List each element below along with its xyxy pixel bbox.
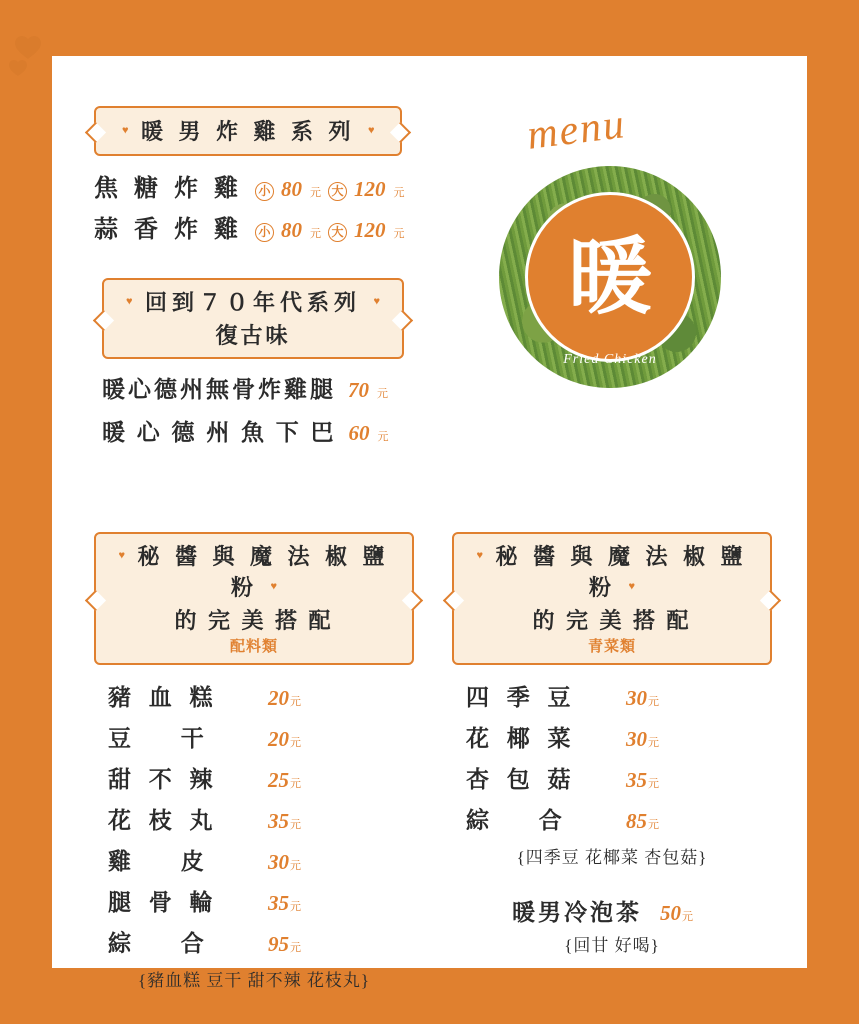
price-value: 30 [626,686,647,710]
item-name: 花 枝 丸 [108,808,219,833]
list-item [94,679,414,712]
section-retro [102,278,404,457]
price-group [255,218,405,243]
size-badge-large: 大 [328,223,347,242]
price-value: 80 [281,177,302,201]
size-badge-small: 小 [255,182,274,201]
price-value: 20 [268,686,289,710]
price-unit: 元 [290,942,301,954]
vegetables-combo-note: {四季豆 花椰菜 杏包菇} [516,848,708,867]
price-unit: 元 [648,819,659,831]
heart-icon: ♥ [628,580,635,593]
list-item [94,843,414,876]
price-unit: 元 [290,860,301,872]
section-sauce-vegetables [452,532,772,956]
item-name: 暖男冷泡茶 [512,900,642,925]
price-unit: 元 [290,819,301,831]
price-unit: 元 [310,228,321,240]
price-value: 35 [268,891,289,915]
price-value: 35 [268,809,289,833]
menu-row [94,209,405,244]
tea-note: {回甘 好喝} [564,936,660,955]
item-name: 綜 合 [108,931,226,956]
item-name: 豆 干 [108,726,226,751]
price-value: 60 [348,421,370,445]
tea-row [452,894,772,927]
list-item [94,802,414,835]
price-unit: 元 [393,228,405,240]
list-item [452,761,772,794]
price-value: 95 [268,932,289,956]
section-chicken-title: ♥ 暖 男 炸 雞 系 列 ♥ [94,106,402,156]
item-name: 腿 骨 輪 [108,890,219,915]
section-vegetables-title: ♥ 秘 醬 與 魔 法 椒 鹽 粉 ♥ 的 完 美 搭 配 青菜類 [452,532,772,665]
logo-orange-disc [525,192,695,362]
category-tag: 青菜類 [587,639,636,655]
list-item [452,720,772,753]
section-ingredients-title: ♥ 秘 醬 與 魔 法 椒 鹽 粉 ♥ 的 完 美 搭 配 配料類 [94,532,414,665]
list-item [452,802,772,835]
retro-item-list [102,371,404,447]
size-badge-large: 大 [328,182,347,201]
price-group [255,177,405,202]
item-name: 花 椰 菜 [466,726,577,751]
price-value: 50 [660,901,681,925]
item-name: 四 季 豆 [466,685,577,710]
item-name: 暖心德州無骨炸雞腿 [102,377,336,402]
item-name: 焦 糖 炸 雞 [94,176,243,202]
price-unit: 元 [377,431,389,443]
menu-row [102,371,404,404]
price-value: 25 [268,768,289,792]
menu-row [94,168,405,203]
item-name: 甜 不 辣 [108,767,219,792]
logo-character: 暖 [567,232,652,325]
heart-icon: ♥ [122,124,129,137]
item-name: 蒜 香 炸 雞 [94,217,243,243]
item-name: 豬 血 糕 [108,685,219,710]
price-group [348,378,388,403]
heart-icon: ♥ [118,549,126,562]
ingredients-list [94,679,414,958]
item-name: 杏 包 菇 [466,767,577,792]
price-value: 30 [626,727,647,751]
price-value: 120 [354,177,386,201]
price-unit: 元 [648,778,659,790]
price-value: 30 [268,850,289,874]
price-unit: 元 [682,911,693,923]
price-unit: 元 [648,737,659,749]
price-value: 20 [268,727,289,751]
price-unit: 元 [290,737,301,749]
list-item [94,884,414,917]
brand-logo [457,98,757,418]
size-badge-small: 小 [255,223,274,242]
price-unit: 元 [290,778,301,790]
menu-row [102,414,404,447]
price-value: 70 [348,378,369,402]
list-item [94,761,414,794]
logo-subtitle: Fried Chicken [563,352,657,367]
item-name: 綜 合 [466,808,584,833]
item-name: 雞 皮 [108,849,226,874]
price-group [349,421,389,446]
price-value: 120 [354,218,386,242]
category-tag: 配料類 [229,639,278,655]
heart-icon: ♥ [476,549,484,562]
menu-wordmark: menu [524,101,629,159]
price-unit: 元 [290,696,301,708]
price-unit: 元 [377,388,388,400]
vegetables-list [452,679,772,835]
chicken-item-list [94,168,405,244]
heart-icon: ♥ [367,124,375,137]
price-unit: 元 [290,901,301,913]
list-item [94,925,414,958]
menu-card [52,56,807,990]
price-unit: 元 [648,696,659,708]
price-unit: 元 [393,187,405,199]
list-item [452,679,772,712]
heart-icon: ♥ [373,295,380,308]
list-item [94,720,414,753]
price-value: 85 [626,809,647,833]
ingredients-combo-note: {豬血糕 豆干 甜不辣 花枝丸} [137,971,371,990]
heart-icon: ♥ [270,580,277,593]
heart-icon: ♥ [126,295,133,308]
item-name: 暖 心 德 州 魚 下 巴 [102,420,337,445]
price-value: 80 [281,218,302,242]
price-unit: 元 [310,187,321,199]
section-retro-title: ♥ 回到７０年代系列 ♥ 復古味 [102,278,404,359]
section-chicken [94,106,405,250]
section-sauce-ingredients [94,532,414,991]
logo-grass-circle [499,166,721,388]
price-value: 35 [626,768,647,792]
